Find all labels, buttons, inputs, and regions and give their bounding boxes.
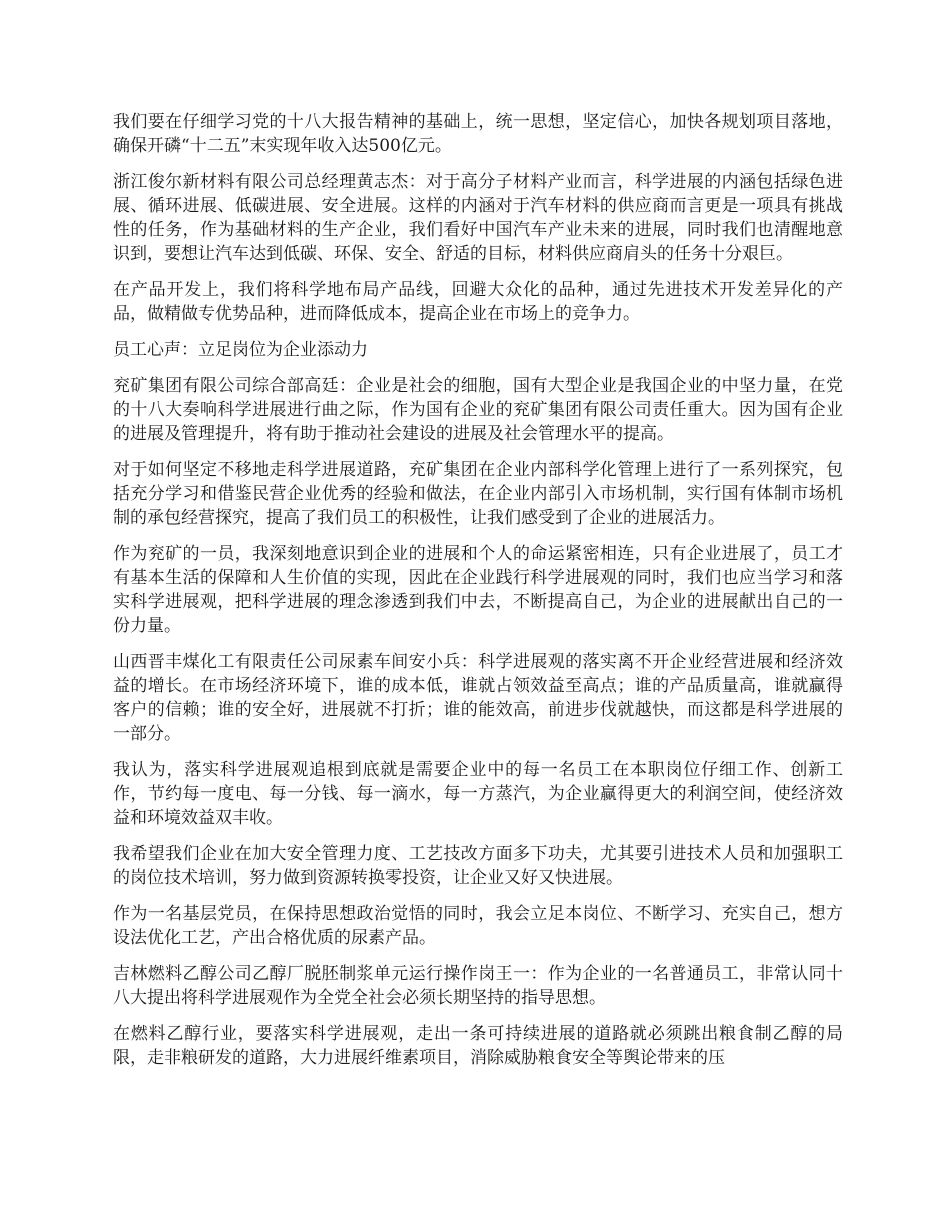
paragraph: 我希望我们企业在加大安全管理力度、工艺技改方面多下功夫，尤其要引进技术人员和加强职工的岗位技术培训，努力做到资源转换零投资，让企业又好又快进展。 — [113, 844, 843, 888]
paragraph: 作为一名基层党员，在保持思想政治觉悟的同时，我会立足本岗位、不断学习、充实自己，想方设法优化工艺，产出合格优质的尿素产品。 — [113, 904, 843, 948]
paragraph: 吉林燃料乙醇公司乙醇厂脱胚制浆单元运行操作岗王一：作为企业的一名普通员工，非常认同十八大提出将科学进展观作为全党全社会必须长期坚持的指导思想。 — [113, 964, 843, 1008]
paragraph: 对于如何坚定不移地走科学进展道路，充矿集团在企业内部科学化管理上进行了一系列探究，包括充分学习和借鉴民营企业优秀的经验和做法，在企业内部引入市场机制，实行国有体制市场机制的承包经营探究，提高了我们员工的积极性，让我们感受到了企业的进展活力。 — [113, 460, 843, 528]
paragraph: 作为兖矿的一员，我深刻地意识到企业的进展和个人的命运紧密相连，只有企业进展了，员工才有基本生活的保障和人生价值的实现，因此在企业践行科学进展观的同时，我们也应当学习和落实科学进展观，把科学进展的理念渗透到我们中去，不断提高自己，为企业的进展献出自己的一份力量。 — [113, 544, 843, 636]
paragraph: 山西晋丰煤化工有限责任公司尿素车间安小兵：科学进展观的落实离不开企业经营进展和经济效益的增长。在市场经济环境下，谁的成本低，谁就占领效益至高点；谁的产品质量高，谁就赢得客户的信赖；谁的安全好，进展就不打折；谁的能效高，前进步伐就越快，而这都是科学进展的一部分。 — [113, 652, 843, 744]
document-body — [113, 110, 843, 1082]
paragraph: 在燃料乙醇行业，要落实科学进展观，走出一条可持续进展的道路就必须跳出粮食制乙醇的局限，走非粮研发的道路，大力进展纤维素项目，消除威胁粮食安全等舆论带来的压 — [113, 1024, 843, 1068]
section-heading: 员工心声：立足岗位为企业添动力 — [113, 340, 368, 360]
paragraph: 在产品开发上，我们将科学地布局产品线，回避大众化的品种，通过先进技术开发差异化的产品，做精做专优势品种，进而降低成本，提高企业在市场上的竞争力。 — [113, 280, 843, 324]
paragraph: 兖矿集团有限公司综合部高廷：企业是社会的细胞，国有大型企业是我国企业的中坚力量，在党的十八大奏响科学进展进行曲之际，作为国有企业的兖矿集团有限公司责任重大。因为国有企业的进展及管理提升，将有助于推动社会建设的进展及社会管理水平的提高。 — [113, 376, 843, 444]
paragraph: 浙江俊尔新材料有限公司总经理黄志杰：对于高分子材料产业而言，科学进展的内涵包括绿色进展、循环进展、低碳进展、安全进展。这样的内涵对于汽车材料的供应商而言更是一项具有挑战性的任务，作为基础材料的生产企业，我们看好中国汽车产业未来的进展，同时我们也清醒地意识到，要想让汽车达到低碳、环保、安全、舒适的目标，材料供应商肩头的任务十分艰巨。 — [113, 172, 843, 264]
paragraph: 我们要在仔细学习党的十八大报告精神的基础上，统一思想，坚定信心，加快各规划项目落地，确保开磷“十二五”末实现年收入达500亿元。 — [113, 112, 843, 156]
paragraph: 我认为，落实科学进展观追根到底就是需要企业中的每一名员工在本职岗位仔细工作、创新工作，节约每一度电、每一分钱、每一滴水，每一方蒸汽，为企业赢得更大的利润空间，使经济效益和环境效益双丰收。 — [113, 760, 843, 828]
